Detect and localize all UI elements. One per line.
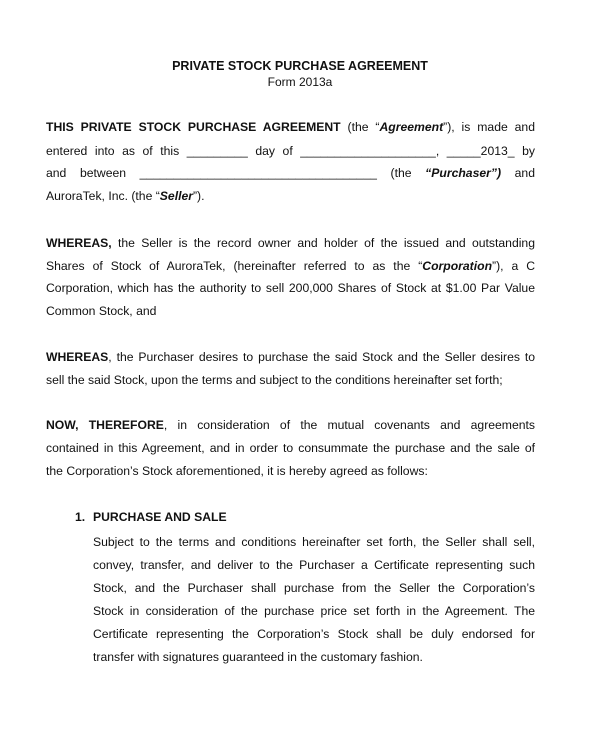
- whereas1-line-4: Common Stock, and: [46, 304, 157, 318]
- intro-line-3: and between ___________________________________ (the “Purchaser”) and: [46, 166, 535, 180]
- seller-term: Seller: [159, 189, 193, 203]
- form-number: Form 2013a: [267, 75, 333, 89]
- section-1-line-4: Stock in consideration of the purchase price set forth in the Agreement. The: [93, 604, 535, 618]
- document-title: PRIVATE STOCK PURCHASE AGREEMENT: [172, 59, 428, 73]
- section-1-line-1: Subject to the terms and conditions hereinafter set forth, the Seller shall sell,: [93, 535, 535, 549]
- section-1-number: 1.: [75, 510, 86, 524]
- intro-lead: THIS PRIVATE STOCK PURCHASE AGREEMENT: [46, 120, 341, 134]
- whereas1-lead: WHEREAS,: [46, 236, 112, 250]
- agreement-term: Agreement: [379, 120, 444, 134]
- whereas2-line-1: WHEREAS, the Purchaser desires to purchase the said Stock and the Seller desires to: [46, 350, 535, 364]
- purchaser-term: “Purchaser”): [425, 166, 502, 180]
- whereas2-line-2: sell the said Stock, upon the terms and subject to the conditions hereinafter set forth;: [46, 373, 503, 387]
- intro-line-1: THIS PRIVATE STOCK PURCHASE AGREEMENT (the “Agreement”), is made and: [46, 120, 535, 134]
- section-1-line-6: transfer with signatures guaranteed in the customary fashion.: [93, 650, 423, 664]
- section-1-title: PURCHASE AND SALE: [93, 510, 227, 524]
- year-field: _____2013_: [446, 144, 515, 158]
- corporation-term: Corporation: [422, 259, 493, 273]
- section-1-line-3: Stock, and the Purchaser shall purchase from the Seller the Corporation’s: [93, 581, 535, 595]
- intro-line-4: AuroraTek, Inc. (the “Seller”).: [46, 189, 205, 203]
- whereas1-line-2: Shares of Stock of AuroraTek, (hereinafter referred to as the “Corporation”), a C: [46, 259, 536, 273]
- intro-line-2: entered into as of this _________ day of ____________________, _____2013_ by: [46, 144, 535, 158]
- now-lead: NOW, THEREFORE: [46, 418, 164, 432]
- whereas1-line-3: Corporation, which has the authority to sell 200,000 Shares of Stock at $1.00 Par Value: [46, 281, 535, 295]
- whereas2-lead: WHEREAS: [46, 350, 109, 364]
- section-1-line-2: convey, transfer, and deliver to the Purchaser a Certificate representing such: [93, 558, 535, 572]
- now-line-3: the Corporation’s Stock aforementioned, it is hereby agreed as follows:: [46, 464, 428, 478]
- section-1-heading: [75, 510, 227, 525]
- now-line-1: NOW, THEREFORE, in consideration of the mutual covenants and agreements: [46, 418, 535, 432]
- now-line-2: contained in this Agreement, and in order to consummate the purchase and the sale of: [46, 441, 535, 455]
- whereas1-line-1: WHEREAS, the Seller is the record owner and holder of the issued and outstanding: [46, 236, 535, 250]
- section-1-line-5: Certificate representing the Corporation’s Stock shall be duly endorsed for: [93, 627, 535, 641]
